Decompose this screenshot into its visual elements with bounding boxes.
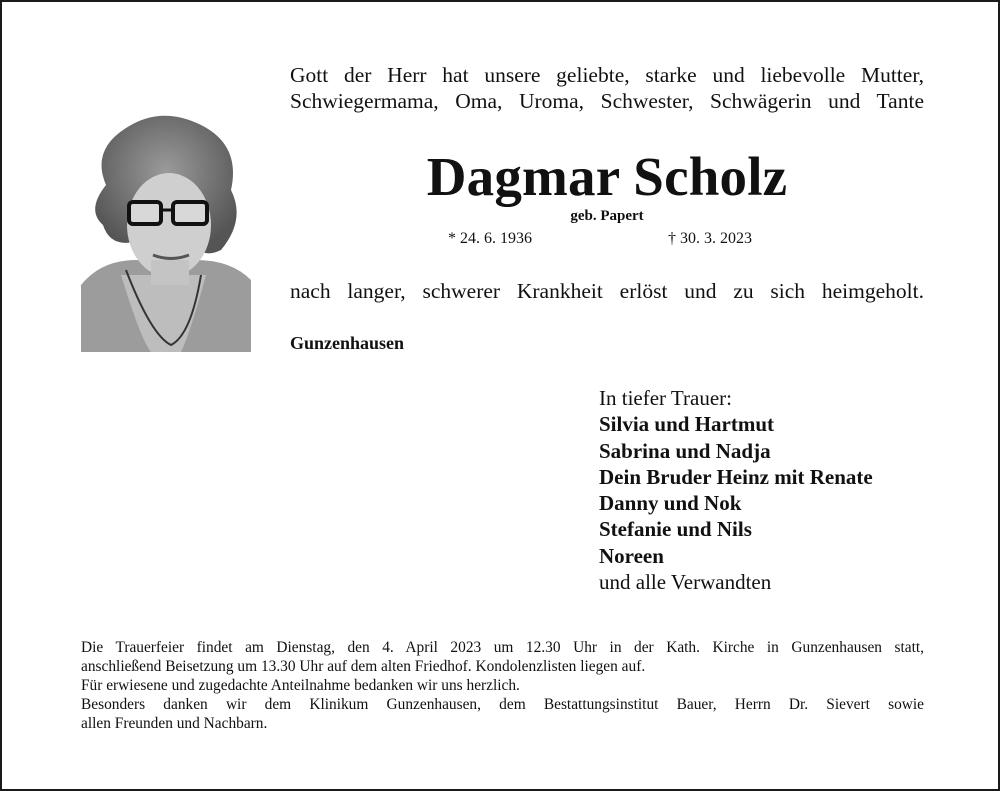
funeral-details bbox=[81, 638, 924, 733]
mourner-name: Dein Bruder Heinz mit Renate bbox=[599, 464, 873, 489]
birth-date: * 24. 6. 1936 bbox=[448, 230, 532, 247]
mourner-name: Danny und Nok bbox=[599, 491, 742, 516]
city-name: Gunzenhausen bbox=[290, 333, 405, 353]
deceased-name: Dagmar Scholz bbox=[426, 146, 788, 207]
mourners-list bbox=[599, 385, 873, 595]
mourners-closing: und alle Verwandten bbox=[599, 570, 772, 595]
maiden-name: geb. Papert bbox=[570, 208, 644, 224]
footer-line: Die Trauerfeier findet am Dienstag, den 4. April 2023 um 12.30 Uhr in der Kath. Kirche in Gunzenhausen statt, bbox=[81, 639, 924, 656]
mourner-name: Noreen bbox=[599, 543, 664, 568]
released-text: nach langer, schwerer Krankheit erlöst und zu sich heimgeholt. bbox=[290, 279, 924, 303]
footer-line: Besonders danken wir dem Klinikum Gunzenhausen, dem Bestattungsinstitut Bauer, Herrn Dr. Sievert sowie bbox=[81, 696, 924, 713]
intro-text bbox=[290, 62, 924, 114]
footer-line: allen Freunden und Nachbarn. bbox=[81, 715, 268, 732]
footer-line: anschließend Beisetzung um 13.30 Uhr auf dem alten Friedhof. Kondolenzlisten liegen auf. bbox=[81, 658, 646, 675]
mourner-name: Sabrina und Nadja bbox=[599, 438, 771, 463]
portrait-image-icon bbox=[81, 110, 251, 352]
mourners-heading: In tiefer Trauer: bbox=[599, 386, 732, 410]
portrait-photo bbox=[81, 110, 251, 352]
mourner-name: Stefanie und Nils bbox=[599, 517, 752, 542]
footer-line: Für erwiesene und zugedachte Anteilnahme bedanken wir uns herzlich. bbox=[81, 677, 520, 694]
death-date: † 30. 3. 2023 bbox=[668, 230, 752, 247]
intro-line: Schwiegermama, Oma, Uroma, Schwester, Schwägerin und Tante bbox=[290, 89, 924, 113]
intro-line: Gott der Herr hat unsere geliebte, starke und liebevolle Mutter, bbox=[290, 63, 924, 87]
mourner-name: Silvia und Hartmut bbox=[599, 412, 775, 437]
